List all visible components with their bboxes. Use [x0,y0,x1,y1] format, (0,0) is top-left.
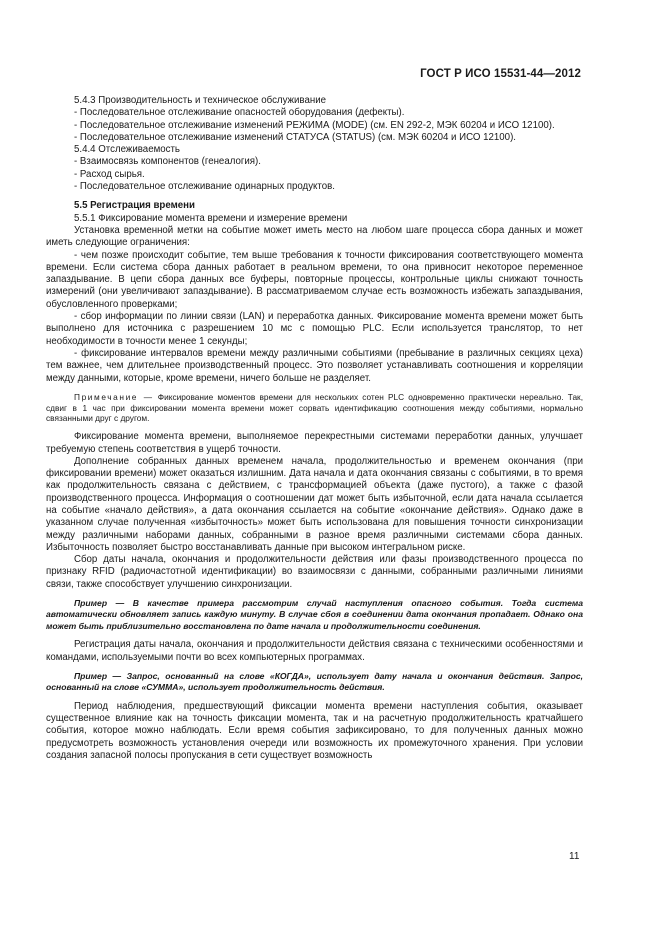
section-heading-5-5-1: 5.5.1 Фиксирование момента времени и измерение времени [74,212,348,224]
note-label: Примечание — [74,391,154,402]
list-item: - Взаимосвязь компонентов (генеалогия). [74,156,261,168]
list-item: - фиксирование интервалов времени между различными событиями (пребывание в различных секциях цеха) тем важнее, чем длительнее производственный процесс. Это позволяет устанавливать соотношения и корреляции между данными, которые, кроме времени, ничего больше не разделяет. [46,347,583,384]
body-paragraph: Фиксирование момента времени, выполняемое перекрестными системами переработки данных, улучшает требуемую степень соответствия в ущерб точности. [46,431,583,455]
list-item: - Последовательное отслеживание изменений СТАТУСА (STATUS) (см. МЭК 60204 и ИСО 12100). [74,131,516,143]
document-body [46,95,583,762]
document-header: ГОСТ Р ИСО 15531-44—2012 [420,68,581,80]
example-label: Пример — [74,670,122,681]
example-label: Пример — [74,598,125,609]
body-paragraph: Сбор даты начала, окончания и продолжительности действия или фазы производственного процесса по признаку RFID (радиочастотной идентификации) во взаимосвязи с данными, собранными различными линиями связи, также способствует улучшению синхронизации. [46,554,583,590]
list-item: - Последовательное отслеживание опасностей оборудования (дефекты). [74,107,405,119]
note-block [46,392,583,424]
page-number: 11 [569,851,580,862]
example-block [46,671,583,694]
body-paragraph: Регистрация даты начала, окончания и продолжительности действия связана с техническими особенностями и командами, используемыми почти во всех компьютерных программах. [46,639,583,663]
section-heading-5-5: 5.5 Регистрация времени [74,200,195,212]
note-text: Фиксирование моментов времени для нескольких сотен PLC одновременно практически нереально. Так, сдвиг в 1 час при фиксировании момента времени может сорвать идентификацию соотношения между событиями, нормально связанными друг с другом. [46,391,583,424]
section-heading-5-4-3: 5.4.3 Производительность и техническое обслуживание [74,95,327,106]
section-heading-5-4-4: 5.4.4 Отслеживаемость [74,144,180,156]
body-paragraph: Установка временной метки на событие может иметь место на любом шаге процесса сбора данных и может иметь следующие ограничения: [46,224,583,249]
list-item: - сбор информации по линии связи (LAN) и переработка данных. Фиксирование момента времени может быть выполнено для источника с разрешением 10 мс с помощью PLC. Если используется транслятор, то нет необходимости в точности менее 1 секунды; [46,311,583,347]
list-item: - чем позже происходит событие, тем выше требования к точности фиксирования соответствующего момента времени. Если система сбора данных работает в реальном времени, то она привносит некоторое переменное запаздывание. В цепи сбора данных все буферы, повторные процессы, контрольные циклы снижают точность измерений (они увеличивают запаздывание). В рассматриваемом случае есть возможность избежать запаздывания, обусловленного проверками; [46,249,583,310]
example-block [46,598,583,632]
list-item: - Последовательное отслеживание изменений РЕЖИМА (MODE) (см. EN 292-2, МЭК 60204 и ИСО 12100). [74,119,555,131]
list-item: - Расход сырья. [74,168,145,180]
example-text: Запрос, основанный на слове «КОГДА», использует дату начала и окончания действия. Запрос, основанный на слове «СУММА», использует продолжительность действия. [46,670,584,693]
body-paragraph: Дополнение собранных данных временем начала, продолжительностью и временем окончания (при фиксировании времени) может оказаться излишним. Дата начала и дата окончания связаны с событиями, в то время как продолжительность связана с действием, с трансформацией объекта (даже пустого), а также с фазой производственного процесса. Информация о соотношении дат может быть избыточной, если дата начала ссылается на событие «начало действия», а дата окончания ссылается на событие «окончание действия». Однако даже в указанном случае полученная «избыточность» может быть использована для повышения точности синхронизации между различными наборами данных, собранными в разное время различными системами сбора данных. Избыточность позволяет быстро восстанавливать данные при высоком интегральном риске. [46,455,583,553]
list-item: - Последовательное отслеживание одинарных продуктов. [74,181,335,193]
body-paragraph: Период наблюдения, предшествующий фиксации момента времени наступления события, оказывает существенное влияние как на точность фиксации момента, так и на расчетную продолжительность кратчайшего события, которое можно наблюдать. Если время события зафиксировано, то для полученных данных можно предусмотреть возможность установления очереди или возможность их промежуточного хранения. При условии создания запасной полосы пропускания в сети существует возможность [46,700,583,761]
example-text: В качестве примера рассмотрим случай наступления опасного события. Тогда система автоматически обновляет запись каждую минуту. В случае сбоя в соединении дата окончания пропадает. Однако она может быть приблизительно восстановлена по дате начала и продолжительности соединения. [46,598,583,631]
